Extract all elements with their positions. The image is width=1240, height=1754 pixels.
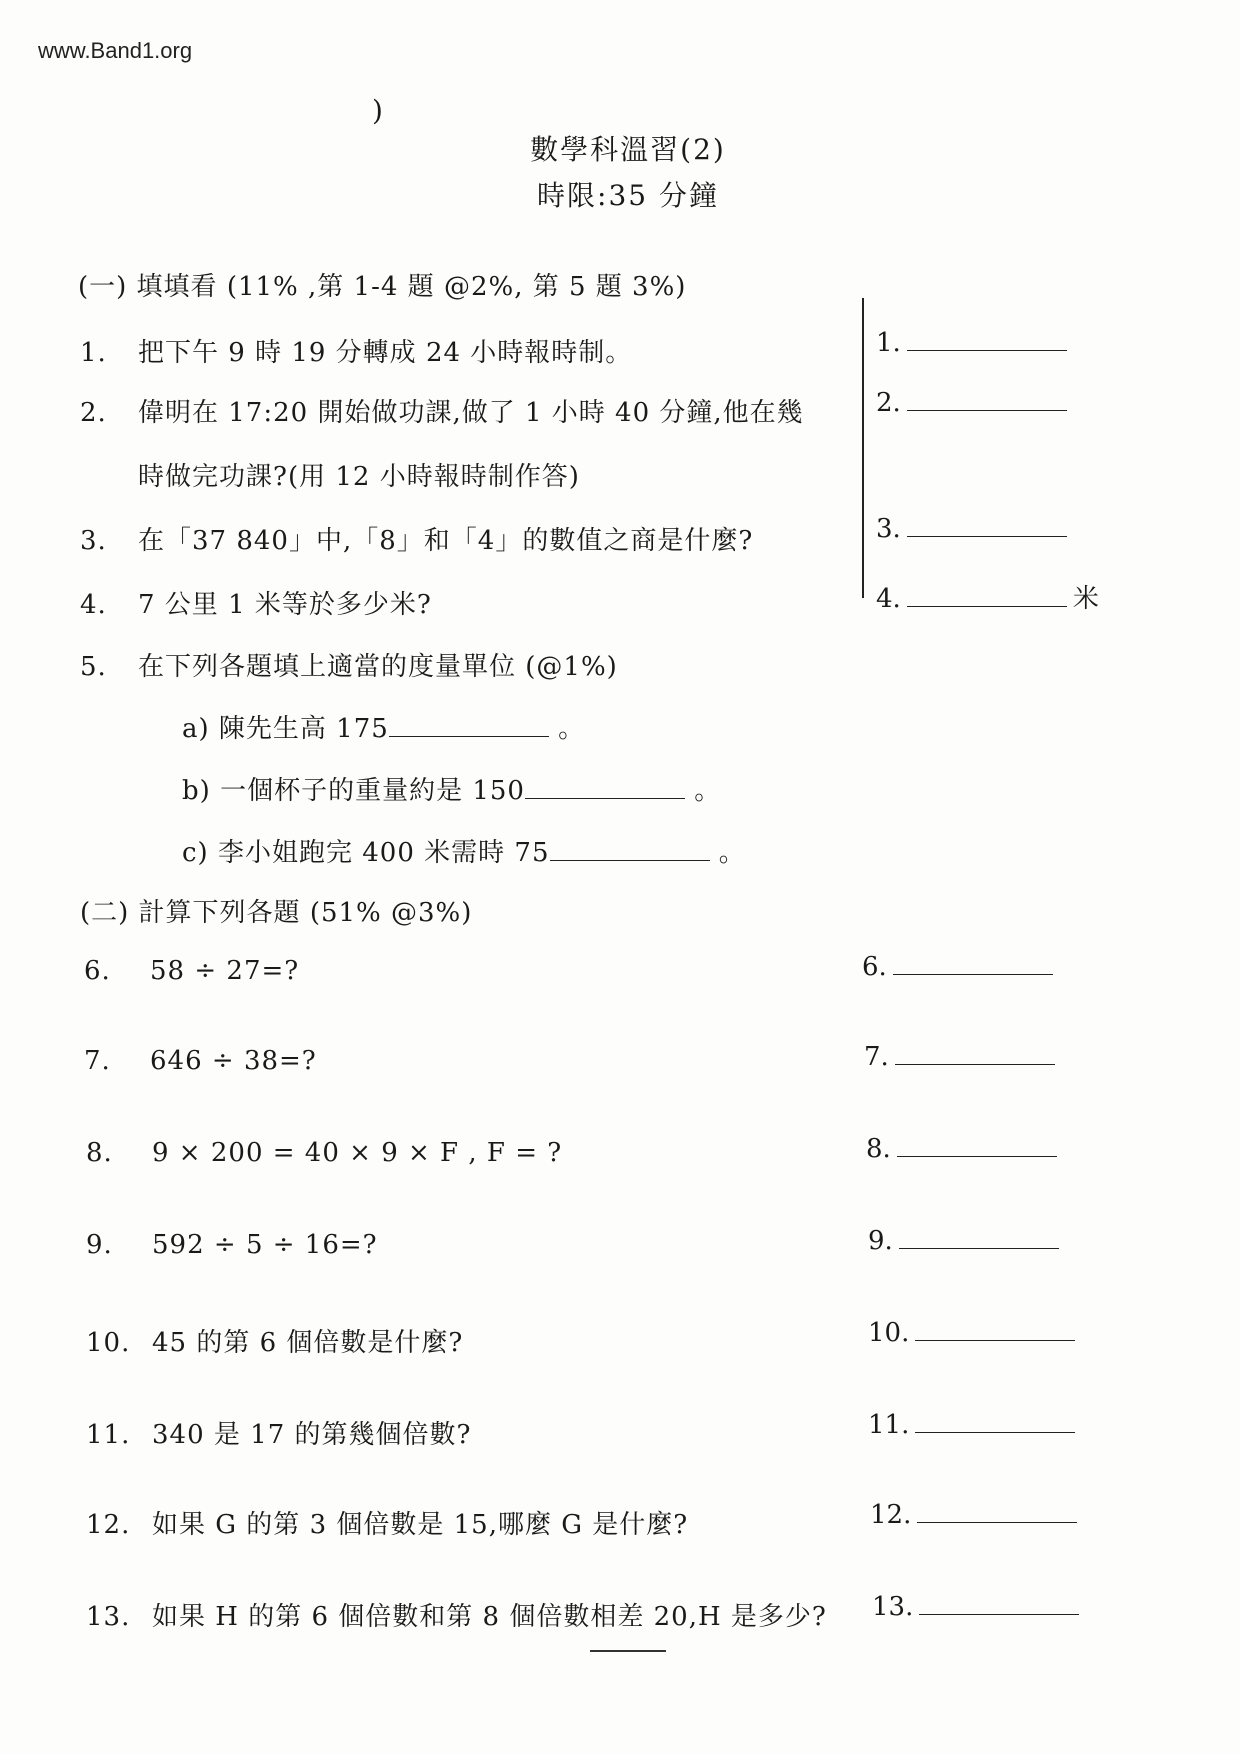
answer-blank[interactable] (907, 514, 1067, 537)
answer-number: 3. (876, 514, 901, 544)
question-text: 9 × 200 = 40 × 9 × F , F = ? (152, 1138, 563, 1168)
answer-blank[interactable] (917, 1500, 1077, 1523)
subpart-end: 。 (558, 714, 586, 744)
answer-number: 10. (868, 1318, 910, 1348)
question-text: 340 是 17 的第幾個倍數? (152, 1420, 472, 1450)
subpart-text: 陳先生高 175 (218, 714, 389, 744)
answer-number: 7. (864, 1042, 889, 1072)
answer-slot-6 (862, 952, 1053, 982)
section1-heading: (一) 填填看 (11% ,第 1-4 題 @2%, 第 5 題 3%) (78, 272, 687, 302)
question-1 (80, 332, 632, 369)
answer-blank[interactable] (915, 1318, 1075, 1341)
answer-slot-4 (876, 578, 1099, 615)
subpart-label: c) (182, 838, 209, 868)
subpart-c (182, 832, 746, 869)
answer-number: 2. (876, 388, 901, 418)
question-7 (84, 1046, 317, 1076)
answer-slot-12 (870, 1500, 1077, 1530)
answer-number: 13. (872, 1592, 914, 1622)
question-number: 2. (80, 398, 107, 428)
answer-blank[interactable] (897, 1134, 1057, 1157)
question-text: 7 公里 1 米等於多少米? (138, 590, 432, 620)
answer-blank[interactable] (907, 584, 1067, 607)
question-number: 5. (80, 652, 107, 682)
unit-blank-a[interactable] (389, 716, 549, 737)
answer-slot-13 (872, 1592, 1079, 1622)
question-text: 在下列各題填上適當的度量單位 (@1%) (138, 652, 618, 682)
answer-number: 11. (868, 1410, 910, 1440)
question-number: 6. (84, 956, 111, 986)
question-number: 10. (86, 1328, 131, 1358)
question-4 (80, 584, 432, 621)
answer-slot-7 (864, 1042, 1055, 1072)
question-13 (86, 1596, 827, 1633)
question-text: 58 ÷ 27=? (150, 956, 300, 986)
subpart-end: 。 (718, 838, 746, 868)
question-11 (86, 1414, 471, 1451)
question-text: 如果 H 的第 6 個倍數和第 8 個倍數相差 20,H 是多少? (152, 1602, 827, 1632)
question-text: 592 ÷ 5 ÷ 16=? (152, 1230, 378, 1260)
unit-blank-c[interactable] (550, 840, 710, 861)
unit-blank-b[interactable] (525, 778, 685, 799)
question-2-continued: 時做完功課?(用 12 小時報時制作答) (138, 462, 580, 492)
question-text: 45 的第 6 個倍數是什麼? (152, 1328, 464, 1358)
answer-number: 8. (866, 1134, 891, 1164)
section2-heading: (二) 計算下列各題 (51% @3%) (80, 898, 473, 928)
answer-blank[interactable] (915, 1410, 1075, 1433)
subpart-end: 。 (694, 776, 722, 806)
page-title: 數學科溫習(2) (530, 133, 726, 166)
question-text: 如果 G 的第 3 個倍數是 15,哪麼 G 是什麼? (152, 1510, 689, 1540)
question-10 (86, 1322, 463, 1359)
subpart-text: 一個杯子的重量約是 150 (220, 776, 525, 806)
question-number: 13. (86, 1602, 131, 1632)
answer-slot-1 (876, 328, 1067, 358)
question-12 (86, 1504, 688, 1541)
page-footer-dash (590, 1650, 666, 1652)
answer-number: 6. (862, 952, 887, 982)
time-limit: 時限:35 分鐘 (537, 179, 719, 212)
question-6 (84, 956, 299, 986)
answer-blank[interactable] (907, 388, 1067, 411)
subpart-text: 李小姐跑完 400 米需時 75 (217, 838, 550, 868)
answer-number: 9. (868, 1226, 893, 1256)
question-text: 在「37 840」中,「8」和「4」的數值之商是什麼? (138, 526, 754, 556)
question-2 (80, 392, 804, 429)
stray-bracket: ) (372, 94, 383, 127)
subpart-b (182, 770, 721, 807)
question-8 (86, 1138, 562, 1168)
question-9 (86, 1230, 378, 1260)
answer-slot-10 (868, 1318, 1075, 1348)
subpart-label: a) (182, 714, 210, 744)
answer-unit: 米 (1072, 584, 1099, 614)
answer-blank[interactable] (919, 1592, 1079, 1615)
answer-slot-8 (866, 1134, 1057, 1164)
question-number: 1. (80, 338, 107, 368)
question-number: 3. (80, 526, 107, 556)
question-number: 11. (86, 1420, 131, 1450)
answer-blank[interactable] (907, 328, 1067, 351)
question-number: 4. (80, 590, 107, 620)
question-number: 8. (86, 1138, 113, 1168)
answer-slot-3 (876, 514, 1067, 544)
answer-number: 12. (870, 1500, 912, 1530)
answer-blank[interactable] (893, 952, 1053, 975)
answer-blank[interactable] (899, 1226, 1059, 1249)
answer-slot-2 (876, 388, 1067, 418)
answer-number: 1. (876, 328, 901, 358)
subpart-label: b) (182, 776, 211, 806)
answer-column-divider (862, 298, 864, 598)
question-number: 12. (86, 1510, 131, 1540)
watermark-text: www.Band1.org (38, 38, 193, 63)
answer-blank[interactable] (895, 1042, 1055, 1065)
question-number: 9. (86, 1230, 113, 1260)
question-3 (80, 520, 753, 557)
answer-slot-11 (868, 1410, 1075, 1440)
question-number: 7. (84, 1046, 111, 1076)
subpart-a (182, 708, 585, 745)
answer-slot-9 (868, 1226, 1059, 1256)
question-text: 把下午 9 時 19 分轉成 24 小時報時制。 (138, 338, 633, 368)
question-text: 646 ÷ 38=? (150, 1046, 317, 1076)
question-text: 偉明在 17:20 開始做功課,做了 1 小時 40 分鐘,他在幾 (138, 398, 804, 428)
answer-number: 4. (876, 584, 901, 614)
question-5 (80, 646, 618, 683)
